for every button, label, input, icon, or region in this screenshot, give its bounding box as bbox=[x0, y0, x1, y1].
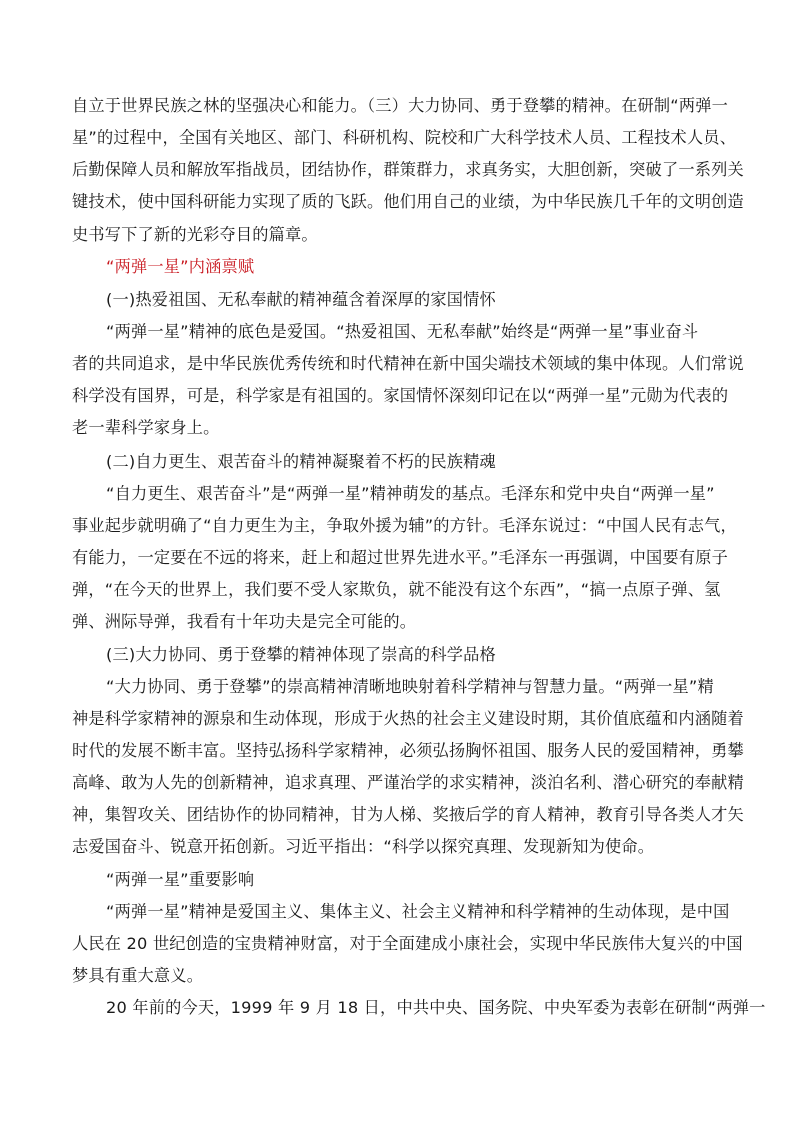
text-line: 弹，“在今天的世界上，我们要不受人家欺负，就不能没有这个东西”，“搞一点原子弹、氢 bbox=[72, 580, 721, 599]
text-line: 时代的发展不断丰富。坚持弘扬科学家精神，必须弘扬胸怀祖国、服务人民的爱国精神，勇攀 bbox=[72, 741, 744, 760]
text-line: “两弹一星”精神的底色是爱国。“热爱祖国、无私奉献”始终是“两弹一星”事业奋斗 bbox=[106, 322, 699, 341]
subheading-self-reliance: (二)自力更生、艰苦奋斗的精神凝聚着不朽的民族精魂 bbox=[106, 452, 496, 471]
text-line: “自力更生、艰苦奋斗”是“两弹一星”精神萌发的基点。毛泽东和党中央自“两弹一星” bbox=[106, 484, 715, 503]
text-line: 键技术，使中国科研能力实现了质的飞跃。他们用自己的业绩，为中华民族几千年的文明创造 bbox=[72, 192, 744, 211]
text-line: 20 年前的今天，1999 年 9 月 18 日，中共中央、国务院、中央军委为表彰在研制“两弹一 bbox=[106, 998, 766, 1017]
text-line: 神，集智攻关、团结协作的协同精神，甘为人梯、奖掖后学的育人精神，教育引导各类人才矢 bbox=[72, 805, 744, 824]
text-line: 梦具有重大意义。 bbox=[72, 966, 204, 985]
text-line: 有能力，一定要在不远的将来，赶上和超过世界先进水平。”毛泽东一再强调，中国要有原子 bbox=[72, 548, 728, 567]
text-line: 志爱国奋斗、锐意开拓创新。习近平指出：“科学以探究真理、发现新知为使命。 bbox=[72, 837, 655, 856]
section-heading-connotation: “两弹一星”内涵禀赋 bbox=[106, 257, 255, 276]
text-line: 人民在 20 世纪创造的宝贵精神财富，对于全面建成小康社会，实现中华民族伟大复兴的中国 bbox=[72, 934, 743, 953]
text-line: “大力协同、勇于登攀”的崇高精神清晰地映射着科学精神与智慧力量。“两弹一星”精 bbox=[106, 677, 714, 696]
subheading-collaboration: (三)大力协同、勇于登攀的精神体现了崇高的科学品格 bbox=[106, 645, 496, 664]
text-line: 自立于世界民族之林的坚强决心和能力。（三）大力协同、勇于登攀的精神。在研制“两弹一 bbox=[72, 96, 728, 115]
text-line: 事业起步就明确了“自力更生为主，争取外援为辅”的方针。毛泽东说过：“中国人民有志气， bbox=[72, 516, 737, 535]
text-line: 弹、洲际导弹，我看有十年功夫是完全可能的。 bbox=[72, 612, 417, 631]
text-line: “两弹一星”精神是爱国主义、集体主义、社会主义精神和科学精神的生动体现，是中国 bbox=[106, 902, 730, 921]
text-line: 高峰、敢为人先的创新精神，追求真理、严谨治学的求实精神，淡泊名利、潜心研究的奉献精 bbox=[72, 773, 744, 792]
text-line: 神是科学家精神的源泉和生动体现，形成于火热的社会主义建设时期，其价值底蕴和内涵随着 bbox=[72, 709, 744, 728]
text-line: 后勤保障人员和解放军指战员，团结协作，群策群力，求真务实，大胆创新，突破了一系列关 bbox=[72, 160, 744, 179]
text-line: 科学没有国界，可是，科学家是有祖国的。家国情怀深刻印记在以“两弹一星”元勋为代表的 bbox=[72, 386, 729, 405]
text-line: 老一辈科学家身上。 bbox=[72, 418, 220, 437]
text-line: 星”的过程中，全国有关地区、部门、科研机构、院校和广大科学技术人员、工程技术人员、 bbox=[72, 128, 737, 147]
text-line: 史书写下了新的光彩夺目的篇章。 bbox=[72, 225, 318, 244]
section-heading-impact: “两弹一星”重要影响 bbox=[106, 870, 255, 889]
subheading-patriotism: (一)热爱祖国、无私奉献的精神蕴含着深厚的家国情怀 bbox=[106, 290, 496, 309]
text-line: 者的共同追求，是中华民族优秀传统和时代精神在新中国尖端技术领域的集中体现。人们常说 bbox=[72, 354, 744, 373]
